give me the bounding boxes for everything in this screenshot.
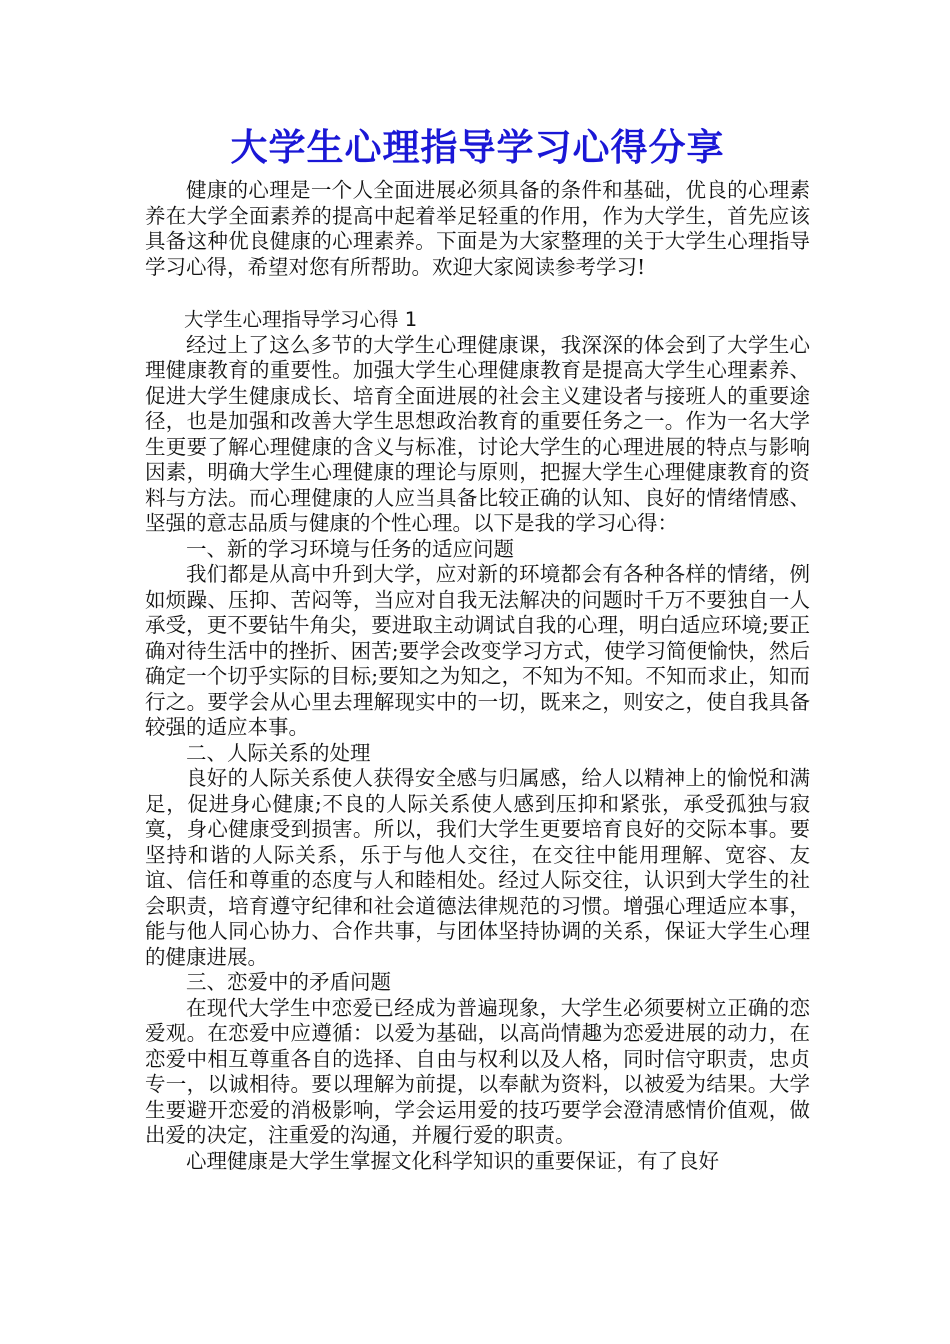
subheading-adaptation: 一、新的学习环境与任务的适应问题 bbox=[186, 536, 514, 561]
body-paragraph-5: 心理健康是大学生掌握文化科学知识的重要保证，有了良好 bbox=[186, 1148, 719, 1173]
document-page bbox=[145, 120, 810, 1174]
document-title: 大学生心理指导学习心得分享 bbox=[230, 126, 725, 169]
body-paragraph-2: 我们都是从高中升到大学，应对新的环境都会有各种各样的情绪，例如烦躁、压抑、苦闷等，当应对自我无法解决的问题时千万不要独自一人承受，更不要钻牛角尖，要进取主动调试自我的心理，明白适应环境;要正确对待生活中的挫折、困苦;要学会改变学习方式，使学习简便愉快，然后确定一个切乎实际的目标;要知之为知之，不知为不知。不知而求止，知而行之。要学会从心里去理解现实中的一切，既来之，则安之，使自我具备较强的适应本事。 bbox=[145, 562, 810, 739]
subheading-love: 三、恋爱中的矛盾问题 bbox=[186, 970, 391, 994]
section-title: 大学生心理指导学习心得 1 bbox=[184, 308, 418, 331]
paragraph-spacer bbox=[145, 280, 810, 307]
body-paragraph-4: 在现代大学生中恋爱已经成为普遍现象，大学生必须要树立正确的恋爱观。在恋爱中应遵循：以爱为基础，以高尚情趣为恋爱进展的动力，在恋爱中相互尊重各自的选择、自由与权利以及人格，同时信守职责，忠贞专一，以诚相待。要以理解为前提，以奉献为资料，以被爱为结果。大学生要避开恋爱的消极影响，学会运用爱的技巧要学会澄清感情价值观，做出爱的决定，注重爱的沟通，并履行爱的职责。 bbox=[145, 995, 810, 1147]
intro-paragraph: 健康的心理是一个人全面进展必须具备的条件和基础，优良的心理素养在大学全面素养的提高中起着举足轻重的作用，作为大学生，首先应该具备这种优良健康的心理素养。下面是为大家整理的关于大学生心理指导学习心得，希望对您有所帮助。欢迎大家阅读参考学习! bbox=[145, 178, 810, 279]
body-paragraph-3: 良好的人际关系使人获得安全感与归属感，给人以精神上的愉悦和满足，促进身心健康;不良的人际关系使人感到压抑和紧张，承受孤独与寂寞，身心健康受到损害。所以，我们大学生更要培育良好的交际本事。要坚持和谐的人际关系，乐于与他人交往，在交往中能用理解、宽容、友谊、信任和尊重的态度与人和睦相处。经过人际交往，认识到大学生的社会职责，培育遵守纪律和社会道德法律规范的习惯。增强心理适应本事，能与他人同心协力、合作共事，与团体坚持协调的关系，保证大学生心理的健康进展。 bbox=[145, 766, 810, 969]
body-paragraph-1: 经过上了这么多节的大学生心理健康课，我深深的体会到了大学生心理健康教育的重要性。加强大学生心理健康教育是提高大学生心理素养、促进大学生健康成长、培育全面进展的社会主义建设者与接班人的重要途径，也是加强和改善大学生思想政治教育的重要任务之一。作为一名大学生更要了解心理健康的含义与标准，讨论大学生的心理进展的特点与影响因素，明确大学生心理健康的理论与原则，把握大学生心理健康教育的资料与方法。而心理健康的人应当具备比较正确的认知、良好的情绪情感、坚强的意志品质与健康的个性心理。以下是我的学习心得： bbox=[145, 332, 810, 535]
subheading-relationships: 二、人际关系的处理 bbox=[186, 740, 371, 765]
